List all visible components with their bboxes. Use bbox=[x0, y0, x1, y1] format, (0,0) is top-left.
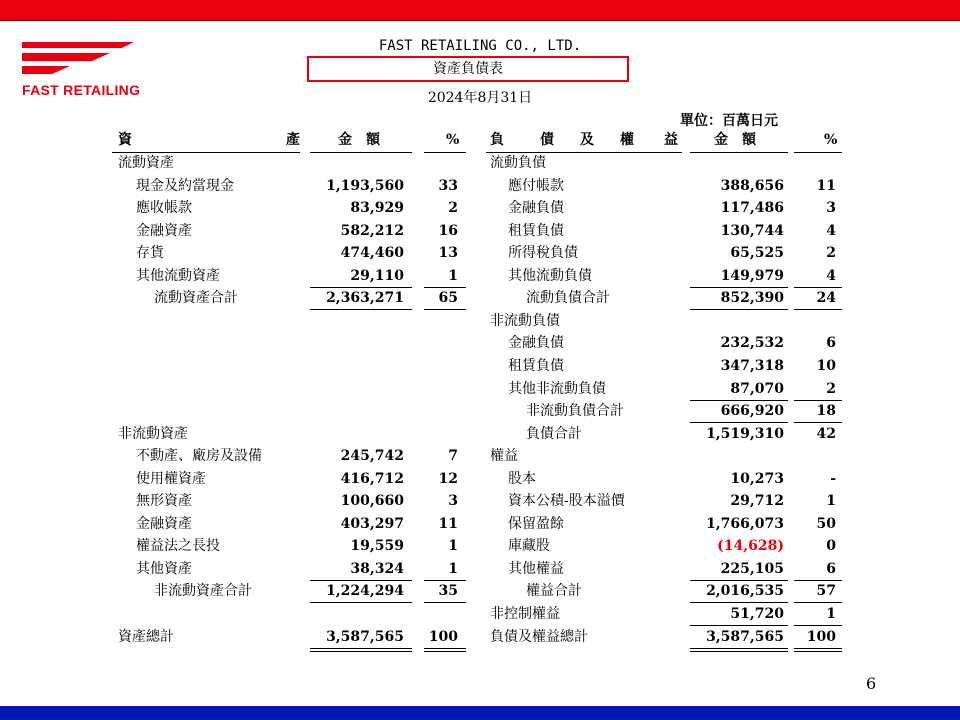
liability-amount: 852,390 bbox=[720, 290, 784, 306]
liability-pct: 1 bbox=[826, 606, 836, 622]
liability-label: 金融負債 bbox=[508, 200, 564, 216]
asset-label: 無形資產 bbox=[136, 493, 192, 509]
liability-amount: 3,587,565 bbox=[706, 629, 784, 645]
liability-label: 其他權益 bbox=[508, 561, 564, 577]
total-line bbox=[310, 602, 412, 603]
header-underline bbox=[794, 152, 842, 153]
asset-pct: 1 bbox=[448, 561, 458, 577]
asset-label: 現金及約當現金 bbox=[136, 178, 234, 194]
asset-amount: 474,460 bbox=[340, 245, 404, 261]
total-line bbox=[794, 422, 842, 423]
report-date: 2024年8月31日 bbox=[427, 90, 533, 106]
sheet-title: 資產負債表 bbox=[307, 56, 629, 82]
liability-label: 應付帳款 bbox=[508, 178, 564, 194]
liability-amount: 117,486 bbox=[720, 200, 784, 216]
col-liab-4: 權 bbox=[620, 132, 634, 148]
liability-pct: 4 bbox=[826, 268, 836, 284]
asset-amount: 1,193,560 bbox=[326, 178, 404, 194]
total-line bbox=[310, 309, 412, 310]
liability-pct: 4 bbox=[826, 223, 836, 239]
asset-pct: 1 bbox=[448, 268, 458, 284]
asset-amount: 19,559 bbox=[350, 538, 404, 554]
liability-label: 負債合計 bbox=[526, 426, 582, 442]
header-underline bbox=[310, 152, 412, 153]
asset-amount: 1,224,294 bbox=[326, 583, 404, 599]
asset-pct: 11 bbox=[438, 516, 458, 532]
asset-pct: 3 bbox=[448, 493, 458, 509]
liability-amount: (14,628) bbox=[717, 538, 784, 554]
asset-label: 權益法之長投 bbox=[136, 538, 220, 554]
total-line bbox=[794, 602, 842, 603]
liability-amount: 232,532 bbox=[720, 335, 784, 351]
liability-amount: 130,744 bbox=[720, 223, 784, 239]
liability-label: 所得稅負債 bbox=[508, 245, 578, 261]
col-liab-5: 益 bbox=[664, 132, 678, 148]
asset-label: 金融資產 bbox=[136, 223, 192, 239]
col-liab-2: 債 bbox=[540, 132, 554, 148]
liability-label: 租賃負債 bbox=[508, 358, 564, 374]
total-line bbox=[690, 309, 788, 310]
liability-label: 負債及權益總計 bbox=[490, 629, 588, 645]
liability-label: 非控制權益 bbox=[490, 606, 560, 622]
header-underline bbox=[424, 152, 466, 153]
liability-pct: 18 bbox=[816, 403, 836, 419]
col-pct-2: % bbox=[824, 132, 838, 148]
col-assets-right: 產 bbox=[286, 132, 300, 148]
grand-total-line bbox=[690, 648, 788, 652]
liability-amount: 1,766,073 bbox=[706, 516, 784, 532]
total-line bbox=[794, 309, 842, 310]
asset-amount: 38,324 bbox=[350, 561, 404, 577]
liability-amount: 347,318 bbox=[720, 358, 784, 374]
total-line bbox=[690, 602, 788, 603]
liability-label: 資本公積-股本溢價 bbox=[508, 493, 625, 509]
asset-pct: 100 bbox=[428, 629, 458, 645]
liability-amount: 51,720 bbox=[730, 606, 784, 622]
liability-amount: 2,016,535 bbox=[706, 583, 784, 599]
liability-label: 租賃負債 bbox=[508, 223, 564, 239]
asset-pct: 7 bbox=[448, 448, 458, 464]
asset-label: 其他流動資產 bbox=[136, 268, 220, 284]
asset-label: 金融資產 bbox=[136, 516, 192, 532]
asset-amount: 2,363,271 bbox=[326, 290, 404, 306]
col-pct: % bbox=[446, 132, 460, 148]
liability-pct: 6 bbox=[826, 335, 836, 351]
asset-amount: 100,660 bbox=[340, 493, 404, 509]
company-name: FAST RETAILING CO., LTD. bbox=[378, 38, 582, 54]
asset-label: 非流動資產合計 bbox=[154, 583, 252, 599]
asset-label: 不動產、廠房及設備 bbox=[136, 448, 262, 464]
liability-pct: 50 bbox=[816, 516, 836, 532]
grand-total-line bbox=[794, 648, 842, 652]
col-amount: 金 額 bbox=[338, 132, 380, 148]
grand-total-line bbox=[310, 648, 412, 652]
asset-label: 流動資產合計 bbox=[154, 290, 238, 306]
liability-label: 非流動負債合計 bbox=[526, 403, 624, 419]
col-liab-3: 及 bbox=[580, 132, 594, 148]
liability-section-header: 流動負債 bbox=[490, 155, 546, 171]
bottom-blue-bar bbox=[0, 706, 960, 720]
liability-amount: 87,070 bbox=[730, 381, 784, 397]
asset-label: 存貨 bbox=[136, 245, 164, 261]
total-line bbox=[690, 422, 788, 423]
col-amount-2: 金 額 bbox=[714, 132, 756, 148]
col-assets-left: 資 bbox=[118, 132, 132, 148]
liability-label: 股本 bbox=[508, 471, 536, 487]
asset-pct: 35 bbox=[438, 583, 458, 599]
asset-amount: 403,297 bbox=[340, 516, 404, 532]
liability-label: 其他非流動負債 bbox=[508, 381, 606, 397]
grand-total-line bbox=[424, 648, 466, 652]
total-line bbox=[690, 625, 788, 626]
liability-pct: 57 bbox=[816, 583, 836, 599]
liability-pct: 6 bbox=[826, 561, 836, 577]
liability-amount: 225,105 bbox=[720, 561, 784, 577]
asset-amount: 245,742 bbox=[340, 448, 404, 464]
liability-pct: 24 bbox=[816, 290, 836, 306]
header-underline bbox=[690, 152, 788, 153]
liability-amount: 65,525 bbox=[730, 245, 784, 261]
asset-label: 其他資產 bbox=[136, 561, 192, 577]
liability-pct: 1 bbox=[826, 493, 836, 509]
asset-amount: 83,929 bbox=[350, 200, 404, 216]
liability-pct: 3 bbox=[826, 200, 836, 216]
liability-label: 金融負債 bbox=[508, 335, 564, 351]
asset-amount: 582,212 bbox=[340, 223, 404, 239]
liability-amount: 10,273 bbox=[730, 471, 784, 487]
asset-pct: 33 bbox=[438, 178, 458, 194]
asset-amount: 29,110 bbox=[350, 268, 404, 284]
liability-pct: 2 bbox=[826, 381, 836, 397]
liability-label: 保留盈餘 bbox=[508, 516, 564, 532]
col-liab-1: 負 bbox=[490, 132, 504, 148]
liability-pct: 100 bbox=[806, 629, 836, 645]
liability-amount: 29,712 bbox=[730, 493, 784, 509]
liability-amount: 1,519,310 bbox=[706, 426, 784, 442]
logo-text: FAST RETAILING bbox=[22, 82, 141, 98]
total-line bbox=[424, 309, 466, 310]
asset-pct: 16 bbox=[438, 223, 458, 239]
liability-pct: 11 bbox=[816, 178, 836, 194]
unit-label: 單位：百萬日元 bbox=[680, 113, 778, 129]
asset-pct: 1 bbox=[448, 538, 458, 554]
liability-amount: 149,979 bbox=[720, 268, 784, 284]
asset-amount: 416,712 bbox=[340, 471, 404, 487]
liability-label: 其他流動負債 bbox=[508, 268, 592, 284]
liability-amount: 388,656 bbox=[720, 178, 784, 194]
asset-label: 應收帳款 bbox=[136, 200, 192, 216]
asset-pct: 65 bbox=[438, 290, 458, 306]
page-number: 6 bbox=[866, 674, 877, 693]
total-line bbox=[424, 602, 466, 603]
liability-pct: 2 bbox=[826, 245, 836, 261]
asset-pct: 12 bbox=[438, 471, 458, 487]
asset-pct: 2 bbox=[448, 200, 458, 216]
liability-label: 權益合計 bbox=[526, 583, 582, 599]
liability-section-header: 權益 bbox=[490, 448, 518, 464]
liability-pct: 10 bbox=[816, 358, 836, 374]
asset-amount: 3,587,565 bbox=[326, 629, 404, 645]
asset-label: 資產總計 bbox=[118, 629, 174, 645]
total-line bbox=[794, 625, 842, 626]
liability-pct: - bbox=[830, 471, 836, 487]
asset-section-header: 非流動資產 bbox=[118, 426, 188, 442]
liability-section-header: 非流動負債 bbox=[490, 313, 560, 329]
asset-section-header: 流動資產 bbox=[118, 155, 174, 171]
liability-label: 流動負債合計 bbox=[526, 290, 610, 306]
top-red-bar bbox=[0, 0, 960, 21]
liability-amount: 666,920 bbox=[720, 403, 784, 419]
liability-label: 庫藏股 bbox=[508, 538, 550, 554]
liability-pct: 0 bbox=[826, 538, 836, 554]
asset-pct: 13 bbox=[438, 245, 458, 261]
asset-label: 使用權資產 bbox=[136, 471, 206, 487]
liability-pct: 42 bbox=[816, 426, 836, 442]
